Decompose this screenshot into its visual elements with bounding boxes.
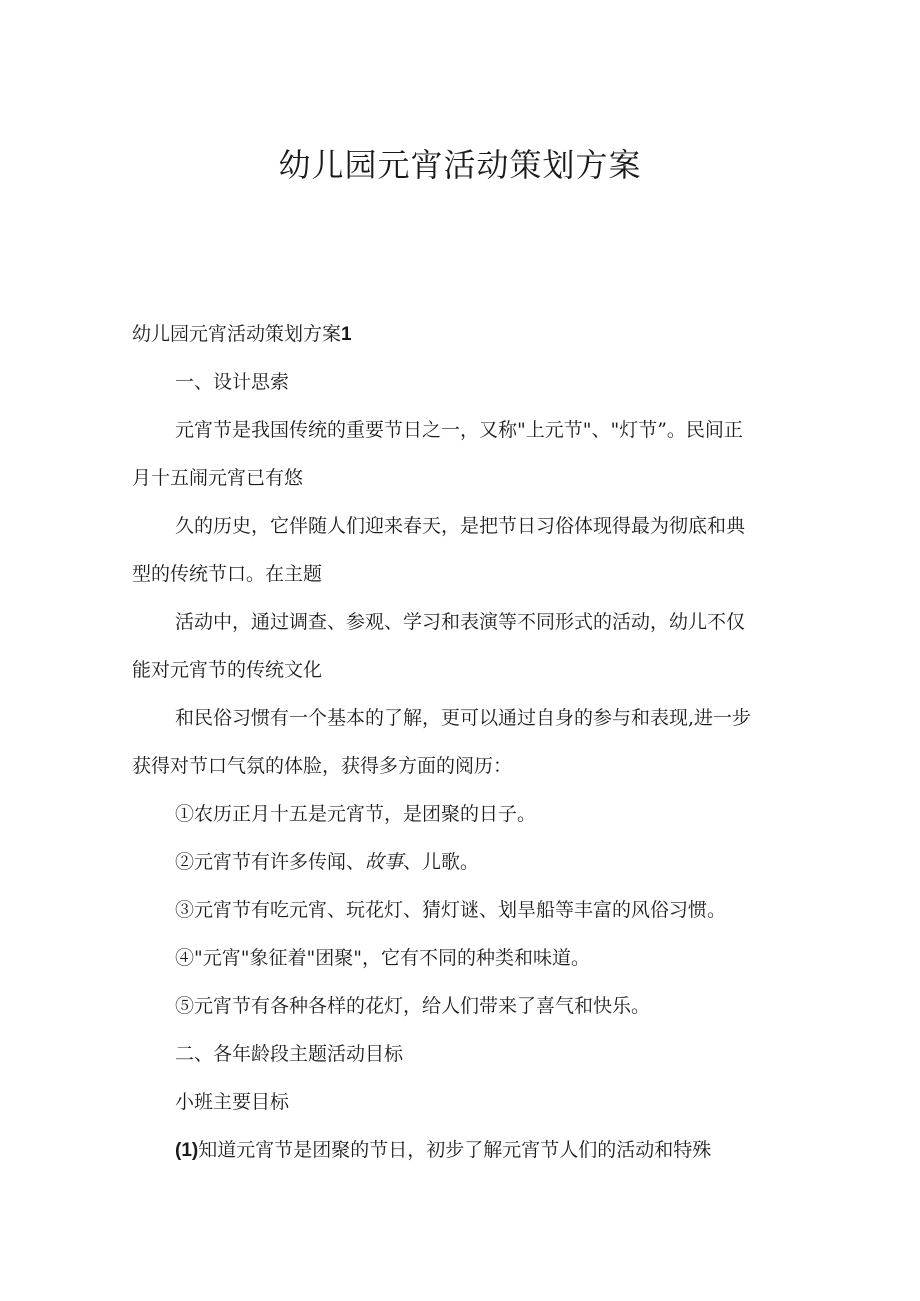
list-item: ④"元宵"象征着"团聚"，它有不同的种类和味道。 <box>175 947 590 969</box>
list-item: ③元宵节有吃元宵、玩花灯、猜灯谜、划旱船等丰富的风俗习惯。 <box>175 899 727 921</box>
section-heading <box>132 318 792 366</box>
list-item: ①农历正月十五是元宵节，是团聚的日子。 <box>175 803 537 825</box>
list-item <box>132 846 792 894</box>
paragraph-line: 活动中，通过调查、参观、学习和表演等不同形式的活动，幼儿不仅 <box>175 611 746 633</box>
page-title: 幼儿园元宵活动策划方案 <box>278 146 642 184</box>
subheading-small-class: 小班主要目标 <box>175 1091 290 1113</box>
paragraph-line: 元宵节是我国传统的重要节日之一，又称"上元节"、"灯节”。民间正 <box>175 419 743 441</box>
goal-item <box>132 1134 792 1182</box>
list-item: ⑤元宵节有各种各样的花灯，给人们带来了喜气和快乐。 <box>175 995 651 1017</box>
list-item-text: 、儿歌。 <box>403 851 480 873</box>
goal-text: 知道元宵节是团聚的节日，初步了解元宵节人们的活动和特殊 <box>198 1139 712 1161</box>
paragraph-line: 和民俗习惯有一个基本的了解，更可以通过自身的参与和表现,进一步 <box>175 707 752 729</box>
paragraph-line: 月十五闹元宵已有悠 <box>132 467 304 489</box>
heading-design-thinking: 一、设计思索 <box>175 371 290 393</box>
list-item-text: ②元宵节有许多传闻、 <box>175 851 366 873</box>
paragraph-line: 获得对节口气氛的体脸，获得多方面的阅历： <box>132 755 513 777</box>
heading-age-goals: 二、各年龄段主题活动目标 <box>175 1043 404 1065</box>
section-heading-text: 幼儿园元宵活动策划方案 <box>132 323 342 345</box>
section-number: 1 <box>341 324 352 345</box>
goal-number: (1) <box>175 1140 199 1161</box>
list-item-emphasis: 故事 <box>365 851 404 873</box>
document-body <box>132 318 792 1182</box>
paragraph-line: 久的历史，它伴随人们迎来春天，是把节日习俗体现得最为彻底和典 <box>175 515 746 537</box>
paragraph-line: 型的传统节口。在主题 <box>132 563 323 585</box>
paragraph-line: 能对元宵节的传统文化 <box>132 659 323 681</box>
